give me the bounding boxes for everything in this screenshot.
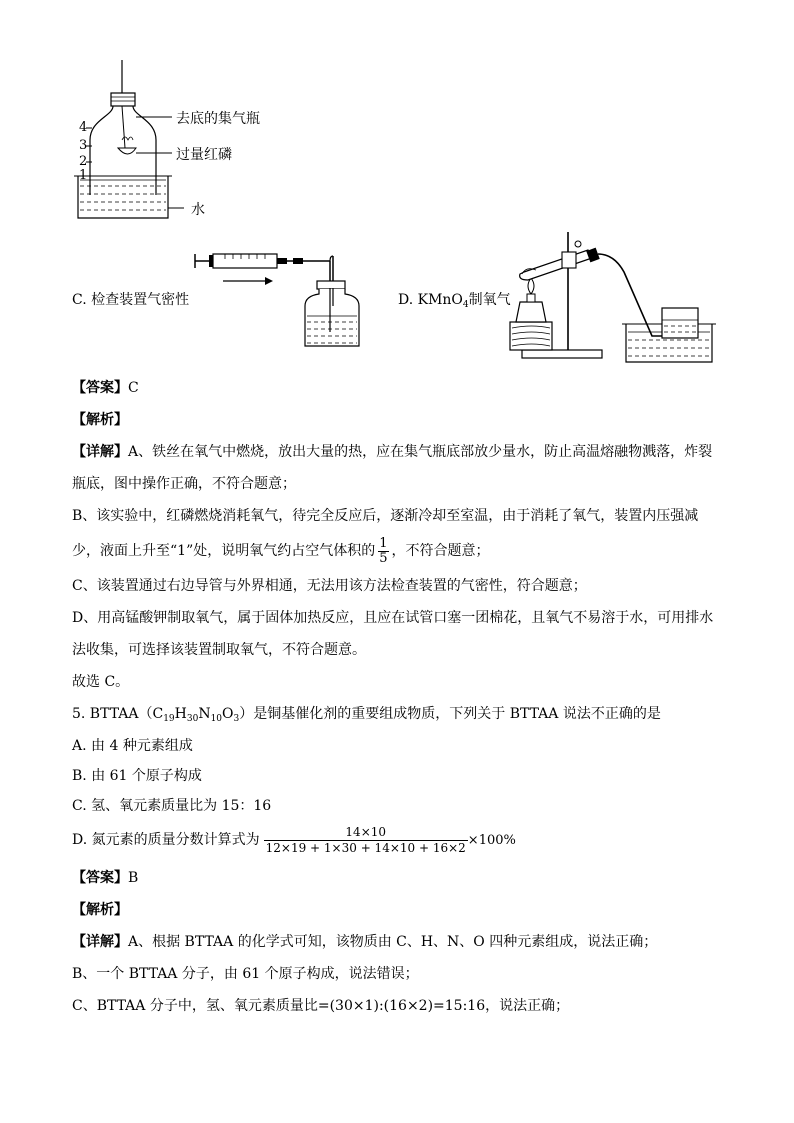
q5-option-a: A. 由 4 种元素组成 bbox=[72, 738, 193, 754]
figure-c-caption: C. 检查装置气密性 bbox=[72, 292, 190, 308]
scale-mark-1: 1 bbox=[79, 168, 88, 183]
q5-detail-line1 bbox=[72, 932, 657, 952]
fraction-denominator: 5 bbox=[379, 550, 388, 566]
q5-option-d-post: ×100% bbox=[467, 833, 516, 848]
q4-detail-line4 bbox=[72, 534, 490, 568]
q4-line4-pre: 少，液面上升至“1”处，说明氧气约占空气体积的 bbox=[72, 543, 376, 559]
q5-sub-n: 10 bbox=[210, 714, 223, 724]
q4-detail-line1 bbox=[72, 442, 712, 462]
q4-detail-line2: 瓶底，图中操作正确，不符合题意； bbox=[72, 476, 296, 492]
q5-stem bbox=[72, 704, 661, 729]
q4-detail-tag: 【详解】 bbox=[72, 444, 128, 460]
q4-answer-value: C bbox=[128, 380, 139, 396]
syringe-airtightness-figure bbox=[195, 248, 365, 348]
q5-stem-pre: 5. BTTAA（C bbox=[72, 706, 164, 722]
figure-d-caption bbox=[398, 290, 511, 315]
q4-detail-line7: 法收集，可选择该装置制取氧气，不符合题意。 bbox=[72, 642, 366, 658]
q5-sub-h: 30 bbox=[186, 714, 199, 724]
nitrogen-mass-fraction bbox=[264, 825, 468, 856]
figure-d-caption-pre: D. KMnO bbox=[398, 292, 463, 308]
fraction-numerator: 1 bbox=[379, 535, 388, 551]
q5-detail-line2: B、一个 BTTAA 分子，由 61 个原子构成，说法错误； bbox=[72, 966, 419, 982]
q4-answer bbox=[72, 378, 139, 398]
kmno4-oxygen-apparatus-figure bbox=[502, 228, 717, 368]
q5-sub-c: 19 bbox=[163, 714, 175, 724]
label-water: 水 bbox=[191, 202, 205, 218]
q5-option-d bbox=[72, 822, 516, 859]
q5-answer-tag: 【答案】 bbox=[72, 870, 128, 886]
q5-option-b: B. 由 61 个原子构成 bbox=[72, 768, 202, 784]
q5-option-c: C. 氢、氧元素质量比为 15：16 bbox=[72, 798, 272, 814]
q4-detail-line6: D、用高锰酸钾制取氧气，属于固体加热反应，且应在试管口塞一团棉花，且氧气不易溶于水，可用排水 bbox=[72, 610, 714, 626]
q5-stem-post: ）是铜基催化剂的重要组成物质，下列关于 BTTAA 说法不正确的是 bbox=[239, 706, 661, 722]
figure-d-caption-sub: 4 bbox=[462, 300, 469, 310]
scale-mark-4: 4 bbox=[79, 120, 88, 135]
mass-fraction-numerator: 14×10 bbox=[264, 825, 468, 841]
q5-sub-o: 3 bbox=[233, 714, 240, 724]
figure-d-caption-post: 制氧气 bbox=[468, 292, 511, 308]
q5-detail-tag: 【详解】 bbox=[72, 934, 128, 950]
q5-option-d-pre: D. 氮元素的质量分数计算式为 bbox=[72, 832, 260, 848]
q5-detail-line3: C、BTTAA 分子中，氢、氧元素质量比=(30×1):(16×2)=15:16，说法正确； bbox=[72, 998, 570, 1014]
q5-answer bbox=[72, 868, 138, 888]
q4-conclusion: 故选 C。 bbox=[72, 674, 130, 690]
q5-detail-text-1: A、根据 BTTAA 的化学式可知，该物质由 C、H、N、O 四种元素组成，说法正确； bbox=[128, 934, 658, 950]
q4-answer-tag: 【答案】 bbox=[72, 380, 128, 396]
q5-analysis-tag: 【解析】 bbox=[72, 902, 128, 918]
one-fifth-fraction bbox=[378, 537, 388, 566]
q5-h: H bbox=[174, 706, 187, 722]
q5-n: N bbox=[198, 706, 211, 722]
q4-line4-post: ，不符合题意； bbox=[391, 543, 490, 559]
q5-o: O bbox=[222, 706, 234, 722]
q4-detail-line5: C、该装置通过右边导管与外界相通，无法用该方法检查装置的气密性，符合题意； bbox=[72, 578, 587, 594]
q4-analysis-tag: 【解析】 bbox=[72, 412, 128, 428]
scale-mark-2: 2 bbox=[79, 154, 88, 169]
q4-detail-text-1: A、铁丝在氧气中燃烧，放出大量的热，应在集气瓶底部放少量水，防止高温熔融物溅落，炸裂 bbox=[128, 444, 713, 460]
label-phosphorus: 过量红磷 bbox=[176, 147, 232, 163]
mass-fraction-denominator: 12×19 + 1×30 + 14×10 + 16×2 bbox=[265, 840, 466, 855]
label-bottle: 去底的集气瓶 bbox=[176, 111, 260, 127]
q5-answer-value: B bbox=[128, 870, 139, 886]
scale-mark-3: 3 bbox=[79, 138, 88, 153]
q4-detail-line3: B、该实验中，红磷燃烧消耗氧气，待完全反应后，逐渐冷却至室温，由于消耗了氧气，装置内压强减 bbox=[72, 508, 699, 524]
